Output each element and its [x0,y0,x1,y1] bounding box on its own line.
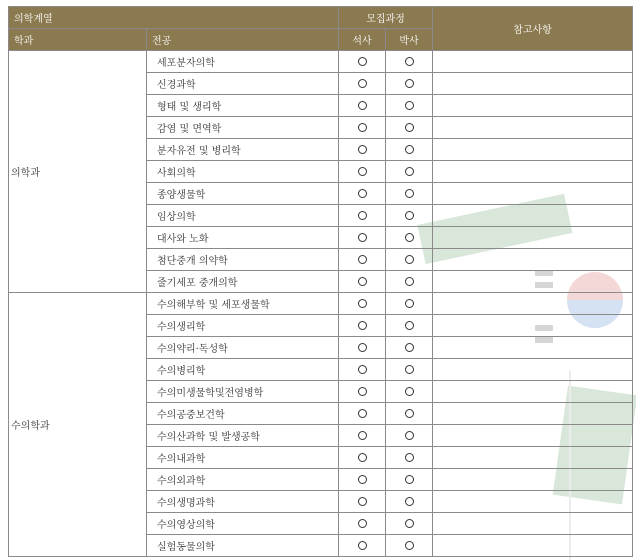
masters-column-header: 석사 [339,29,386,51]
masters-mark-cell [339,425,386,447]
masters-mark-circle-icon [358,255,367,264]
major-name: 수의영상의학 [147,513,339,535]
masters-mark-cell [339,271,386,293]
masters-mark-circle-icon [358,343,367,352]
doctoral-mark-circle-icon [405,321,414,330]
notes-cell [433,513,633,535]
masters-mark-circle-icon [358,233,367,242]
notes-cell [433,315,633,337]
major-name: 세포분자의학 [147,51,339,73]
masters-mark-circle-icon [358,211,367,220]
doctoral-mark-cell [386,315,433,337]
masters-mark-circle-icon [358,189,367,198]
doctoral-mark-cell [386,73,433,95]
major-name: 줄기세포 중개의학 [147,271,339,293]
department-name: 수의학과 [9,293,147,557]
masters-mark-circle-icon [358,123,367,132]
masters-mark-cell [339,161,386,183]
doctoral-mark-circle-icon [405,453,414,462]
doctoral-mark-circle-icon [405,497,414,506]
notes-cell [433,249,633,271]
major-name: 감염 및 면역학 [147,117,339,139]
masters-mark-cell [339,491,386,513]
major-name: 대사와 노화 [147,227,339,249]
masters-mark-circle-icon [358,57,367,66]
notes-cell [433,183,633,205]
masters-mark-cell [339,73,386,95]
masters-mark-cell [339,183,386,205]
doctoral-mark-circle-icon [405,189,414,198]
notes-cell [433,535,633,557]
table-row [9,293,633,315]
major-name: 사회의학 [147,161,339,183]
masters-mark-circle-icon [358,431,367,440]
doctoral-mark-cell [386,271,433,293]
masters-mark-circle-icon [358,365,367,374]
masters-mark-circle-icon [358,277,367,286]
masters-mark-circle-icon [358,519,367,528]
masters-mark-cell [339,359,386,381]
major-name: 수의산과학 및 발생공학 [147,425,339,447]
doctoral-mark-circle-icon [405,387,414,396]
notes-cell [433,51,633,73]
doctoral-mark-cell [386,95,433,117]
masters-mark-circle-icon [358,167,367,176]
doctoral-mark-cell [386,491,433,513]
doctoral-mark-cell [386,425,433,447]
doctoral-mark-cell [386,183,433,205]
notes-cell [433,117,633,139]
notes-cell [433,139,633,161]
notes-cell [433,447,633,469]
masters-mark-cell [339,95,386,117]
masters-mark-circle-icon [358,79,367,88]
notes-cell [433,381,633,403]
program-group-header: 모집과정 [339,7,433,29]
notes-cell [433,95,633,117]
masters-mark-cell [339,227,386,249]
doctoral-mark-circle-icon [405,277,414,286]
major-name: 첨단중개 의약학 [147,249,339,271]
doctoral-mark-circle-icon [405,167,414,176]
masters-mark-circle-icon [358,299,367,308]
major-name: 수의생리학 [147,315,339,337]
major-name: 수의미생물학및전염병학 [147,381,339,403]
masters-mark-cell [339,535,386,557]
major-name: 실험동물의학 [147,535,339,557]
header-row-1 [9,7,633,29]
major-name: 분자유전 및 병리학 [147,139,339,161]
major-name: 임상의학 [147,205,339,227]
masters-mark-circle-icon [358,409,367,418]
notes-cell [433,491,633,513]
doctoral-mark-circle-icon [405,101,414,110]
masters-mark-circle-icon [358,145,367,154]
notes-header: 참고사항 [433,7,633,51]
notes-cell [433,403,633,425]
doctoral-mark-circle-icon [405,409,414,418]
masters-mark-circle-icon [358,541,367,550]
doctoral-mark-cell [386,469,433,491]
doctoral-mark-cell [386,205,433,227]
masters-mark-cell [339,447,386,469]
doctoral-mark-circle-icon [405,519,414,528]
notes-cell [433,359,633,381]
doctoral-mark-circle-icon [405,79,414,88]
doctoral-mark-circle-icon [405,211,414,220]
masters-mark-circle-icon [358,321,367,330]
doctoral-mark-cell [386,161,433,183]
notes-cell [433,425,633,447]
doctoral-mark-cell [386,359,433,381]
program-table [8,6,633,557]
masters-mark-cell [339,293,386,315]
major-name: 수의내과학 [147,447,339,469]
category-header: 의학계열 [9,7,339,29]
masters-mark-cell [339,117,386,139]
major-name: 수의해부학 및 세포생물학 [147,293,339,315]
doctoral-mark-cell [386,293,433,315]
masters-mark-cell [339,249,386,271]
table-body [9,51,633,557]
notes-cell [433,337,633,359]
masters-mark-cell [339,513,386,535]
doctoral-mark-circle-icon [405,299,414,308]
doctoral-mark-circle-icon [405,431,414,440]
doctoral-column-header: 박사 [386,29,433,51]
major-name: 수의병리학 [147,359,339,381]
major-name: 수의공중보건학 [147,403,339,425]
doctoral-mark-circle-icon [405,123,414,132]
masters-mark-circle-icon [358,387,367,396]
masters-mark-circle-icon [358,101,367,110]
notes-cell [433,73,633,95]
doctoral-mark-cell [386,535,433,557]
doctoral-mark-circle-icon [405,255,414,264]
doctoral-mark-cell [386,403,433,425]
doctoral-mark-cell [386,227,433,249]
doctoral-mark-circle-icon [405,145,414,154]
notes-cell [433,469,633,491]
doctoral-mark-cell [386,249,433,271]
notes-cell [433,227,633,249]
masters-mark-cell [339,205,386,227]
doctoral-mark-circle-icon [405,57,414,66]
doctoral-mark-cell [386,447,433,469]
doctoral-mark-cell [386,117,433,139]
doctoral-mark-circle-icon [405,475,414,484]
doctoral-mark-circle-icon [405,365,414,374]
masters-mark-cell [339,381,386,403]
doctoral-mark-circle-icon [405,233,414,242]
doctoral-mark-cell [386,513,433,535]
table-row [9,51,633,73]
major-name: 종양생물학 [147,183,339,205]
masters-mark-cell [339,51,386,73]
doctoral-mark-cell [386,337,433,359]
major-name: 수의약리·독성학 [147,337,339,359]
masters-mark-cell [339,337,386,359]
major-name: 신경과학 [147,73,339,95]
masters-mark-circle-icon [358,497,367,506]
masters-mark-cell [339,315,386,337]
doctoral-mark-cell [386,51,433,73]
masters-mark-circle-icon [358,453,367,462]
notes-cell [433,161,633,183]
major-name: 수의외과학 [147,469,339,491]
notes-cell [433,293,633,315]
department-column-header: 학과 [9,29,147,51]
department-name: 의학과 [9,51,147,293]
major-name: 수의생명과학 [147,491,339,513]
masters-mark-cell [339,469,386,491]
major-column-header: 전공 [147,29,339,51]
masters-mark-cell [339,139,386,161]
notes-cell [433,205,633,227]
masters-mark-cell [339,403,386,425]
doctoral-mark-circle-icon [405,541,414,550]
doctoral-mark-cell [386,381,433,403]
notes-cell [433,271,633,293]
masters-mark-circle-icon [358,475,367,484]
doctoral-mark-cell [386,139,433,161]
major-name: 형태 및 생리학 [147,95,339,117]
doctoral-mark-circle-icon [405,343,414,352]
